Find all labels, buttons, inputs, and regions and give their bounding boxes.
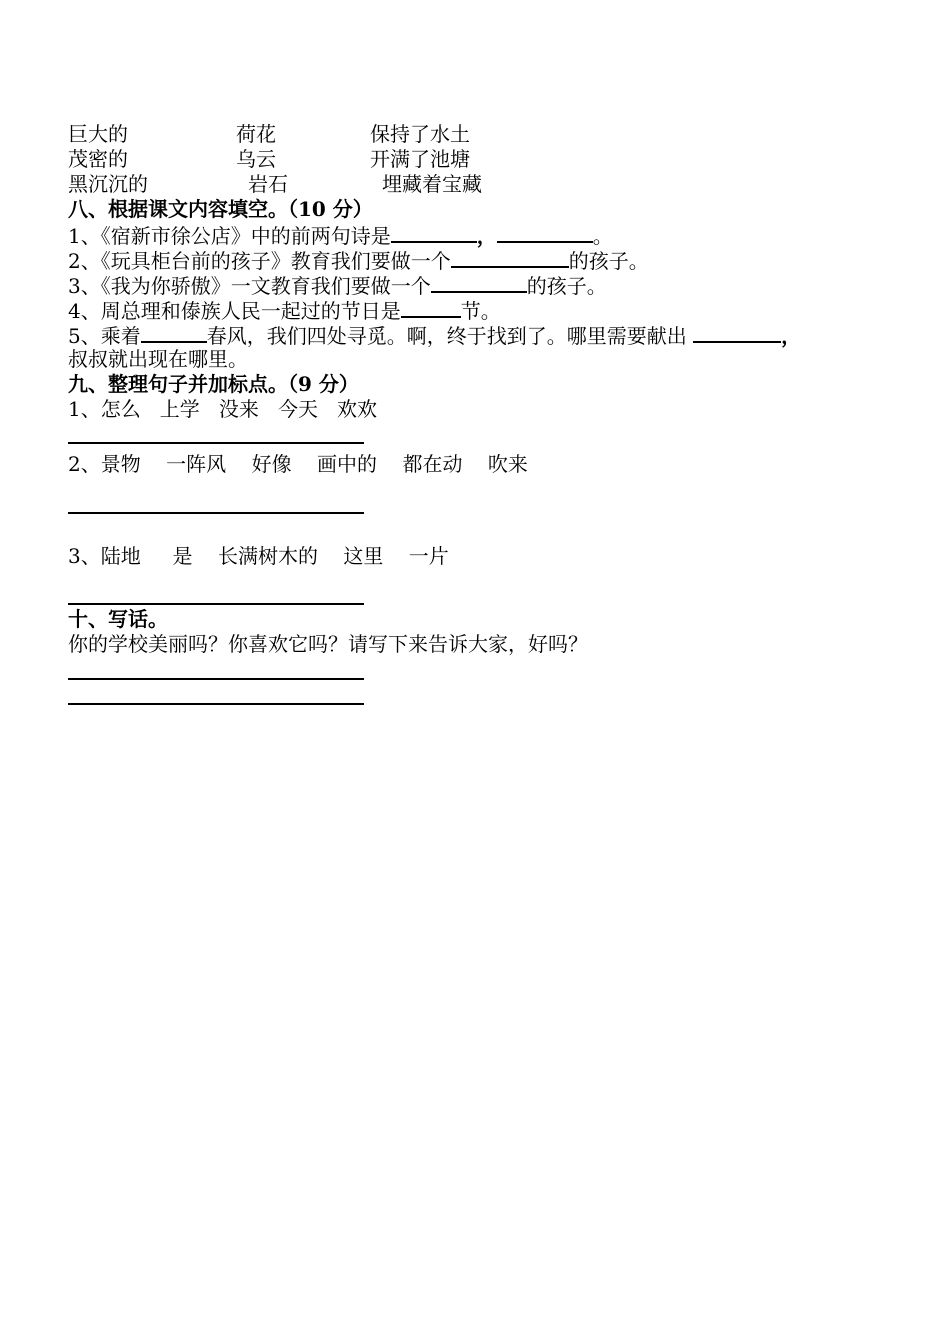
fill-blank[interactable] (391, 222, 477, 243)
section-8-question-4 (68, 297, 888, 322)
matching-adjective: 巨大的 (68, 122, 128, 146)
worksheet (68, 122, 888, 705)
question-text: 。 (592, 224, 613, 248)
matching-row (68, 147, 888, 172)
matching-phrase: 埋藏着宝藏 (382, 172, 482, 196)
fill-blank[interactable] (431, 272, 527, 293)
question-text: 节。 (460, 299, 501, 323)
answer-line[interactable] (68, 703, 364, 705)
fill-blank[interactable] (693, 322, 781, 343)
question-text: ， (781, 324, 802, 348)
matching-noun: 荷花 (236, 122, 276, 146)
question-text: ， (476, 224, 497, 248)
matching-row (68, 122, 888, 147)
section-8-question-5 (68, 322, 888, 347)
fill-blank[interactable] (401, 297, 461, 318)
matching-noun: 乌云 (236, 147, 276, 171)
section-8-question-1 (68, 222, 888, 247)
section-9-question-2: 2、景物 一阵风 好像 画中的 都在动 吹来 (68, 452, 528, 476)
question-text: 4、周总理和傣族人民一起过的节日是 (68, 299, 401, 323)
matching-phrase: 保持了水土 (370, 122, 470, 146)
fill-blank[interactable] (497, 222, 593, 243)
section-10-heading: 十、写话。 (68, 607, 168, 631)
section-9-question-1: 1、怎么 上学 没来 今天 欢欢 (68, 397, 378, 421)
fill-blank[interactable] (451, 247, 569, 268)
section-8-question-2 (68, 247, 888, 272)
question-text: 春风，我们四处寻觅。啊，终于找到了。哪里需要献出 (206, 324, 694, 348)
section-8-question-5-continued: 叔叔就出现在哪里。 (68, 347, 248, 371)
question-text: 的孩子。 (526, 274, 607, 298)
question-text: 3、《我为你骄傲》一文教育我们要做一个 (68, 274, 431, 298)
fill-blank[interactable] (141, 322, 207, 343)
section-9-question-3: 3、陆地 是 长满树木的 这里 一片 (68, 544, 449, 568)
matching-row (68, 172, 888, 197)
matching-adjective: 茂密的 (68, 147, 128, 171)
question-text: 5、乘着 (68, 324, 141, 348)
matching-adjective: 黑沉沉的 (68, 172, 148, 196)
question-text: 的孩子。 (568, 249, 649, 273)
matching-noun: 岩石 (248, 172, 288, 196)
section-9-heading: 九、整理句子并加标点。（9 分） (68, 372, 359, 396)
section-8-question-3 (68, 272, 888, 297)
question-text: 1、《宿新市徐公店》中的前两句诗是 (68, 224, 391, 248)
section-8-heading: 八、根据课文内容填空。（10 分） (68, 197, 373, 221)
matching-phrase: 开满了池塘 (370, 147, 470, 171)
question-text: 2、《玩具柜台前的孩子》教育我们要做一个 (68, 249, 451, 273)
section-10-prompt: 你的学校美丽吗？你喜欢它吗？请写下来告诉大家，好吗？ (68, 632, 588, 656)
